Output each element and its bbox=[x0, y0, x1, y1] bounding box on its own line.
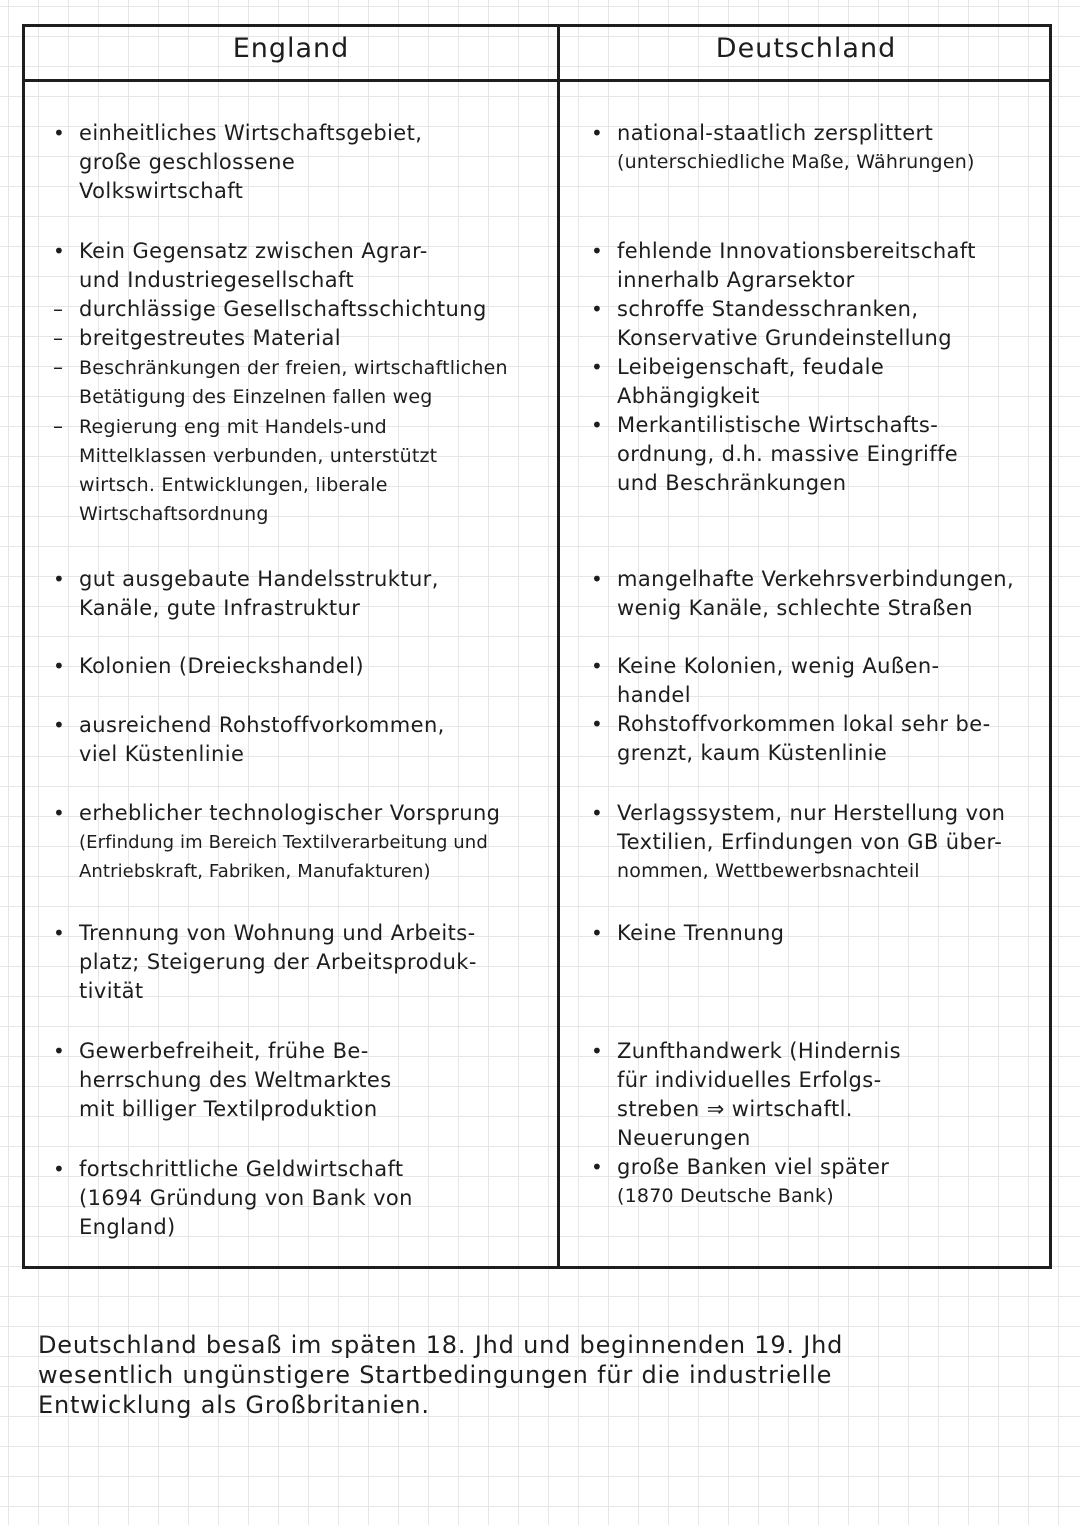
deutschland-point-publishing-system: • Verlagssystem, nur Herstellung von Textilien, Erfindungen von GB über- nommen, Wettbewerbsnachteil bbox=[591, 799, 1005, 886]
england-point-economy: • einheitliches Wirtschaftsgebiet, große geschlossene Volkswirtschaft bbox=[53, 119, 422, 206]
bullet-icon bbox=[591, 710, 617, 739]
england-point-society: • Kein Gegensatz zwischen Agrar- und Industriegesellschaft – durchlässige Gesellschaftsschichtung – breitgestreutes Material – Beschränkungen der freien, wirtschaftlichen Betätigung des Einzelnen fallen weg – Regierung eng mit Handels-und Mittelklassen verbunden, unterstützt wirtsch. Entwicklungen, liberale Wirtschaftsordnung bbox=[53, 237, 508, 529]
bullet-icon bbox=[591, 295, 617, 324]
bullet-icon bbox=[53, 565, 79, 594]
bullet-icon bbox=[53, 1037, 79, 1066]
deutschland-point-no-separation: • Keine Trennung bbox=[591, 919, 784, 948]
england-point-technology: • erheblicher technologischer Vorsprung (Erfindung im Bereich Textilverarbeitung und Antriebskraft, Fabriken, Manufakturen) bbox=[53, 799, 500, 886]
bullet-icon bbox=[53, 1155, 79, 1184]
deutschland-point-guilds: • Zunfthandwerk (Hindernis für individuelles Erfolgs- streben ⇒ wirtschaftl. Neuerungen • große Banken viel später (1870 Deutsche Bank) bbox=[591, 1037, 901, 1211]
deutschland-point-innovation: • fehlende Innovationsbereitschaft innerhalb Agrarsektor • schroffe Standesschranken, Konservative Grundeinstellung • Leibeigenschaft, feudale Abhängigkeit • Merkantilistische Wirtschafts- ordnung, d.h. massive Eingriffe und Beschränkungen bbox=[591, 237, 976, 498]
bullet-icon bbox=[591, 1037, 617, 1066]
england-point-resources: • ausreichend Rohstoffvorkommen, viel Küstenlinie bbox=[53, 711, 445, 769]
column-title-deutschland: Deutschland bbox=[715, 33, 897, 64]
england-point-trade-freedom: • Gewerbefreiheit, frühe Be- herrschung des Weltmarktes mit billiger Textilproduktion bbox=[53, 1037, 392, 1124]
bullet-icon bbox=[591, 799, 617, 828]
bullet-icon bbox=[591, 237, 617, 266]
dash-icon bbox=[53, 353, 79, 383]
deutschland-point-colonies: • Keine Kolonien, wenig Außen- handel • Rohstoffvorkommen lokal sehr be- grenzt, kaum Küstenlinie bbox=[591, 652, 991, 768]
bullet-icon bbox=[591, 353, 617, 382]
bullet-icon bbox=[591, 652, 617, 681]
bullet-icon bbox=[591, 919, 617, 948]
dash-icon bbox=[53, 295, 79, 324]
dash-icon bbox=[53, 324, 79, 353]
england-point-trade: • gut ausgebaute Handelsstruktur, Kanäle, gute Infrastruktur bbox=[53, 565, 439, 623]
deutschland-point-transport: • mangelhafte Verkehrsverbindungen, wenig Kanäle, schlechte Straßen bbox=[591, 565, 1014, 623]
deutschland-point-fragmentation: • national-staatlich zersplittert (unterschiedliche Maße, Währungen) bbox=[591, 119, 975, 177]
dash-icon bbox=[53, 412, 79, 442]
bullet-icon bbox=[53, 119, 79, 148]
bullet-icon bbox=[591, 565, 617, 594]
bullet-icon bbox=[53, 919, 79, 948]
bullet-icon bbox=[53, 711, 79, 740]
bullet-icon bbox=[53, 652, 79, 681]
header-divider bbox=[25, 79, 1049, 82]
bullet-icon bbox=[53, 799, 79, 828]
conclusion-text: Deutschland besaß im späten 18. Jhd und beginnenden 19. Jhd wesentlich ungünstigere Startbedingungen für die industrielle Entwicklung als Großbritanien. bbox=[38, 1331, 844, 1419]
column-divider bbox=[557, 27, 560, 1266]
england-point-workplace: • Trennung von Wohnung und Arbeits- platz; Steigerung der Arbeitsproduk- tivität bbox=[53, 919, 477, 1006]
bullet-icon bbox=[591, 1153, 617, 1182]
england-point-finance: • fortschrittliche Geldwirtschaft (1694 Gründung von Bank von England) bbox=[53, 1155, 413, 1242]
column-title-england: England bbox=[232, 33, 350, 64]
bullet-icon bbox=[53, 237, 79, 266]
comparison-table bbox=[22, 24, 1052, 1269]
england-point-colonies: • Kolonien (Dreieckshandel) bbox=[53, 652, 364, 681]
bullet-icon bbox=[591, 411, 617, 440]
bullet-icon bbox=[591, 119, 617, 148]
